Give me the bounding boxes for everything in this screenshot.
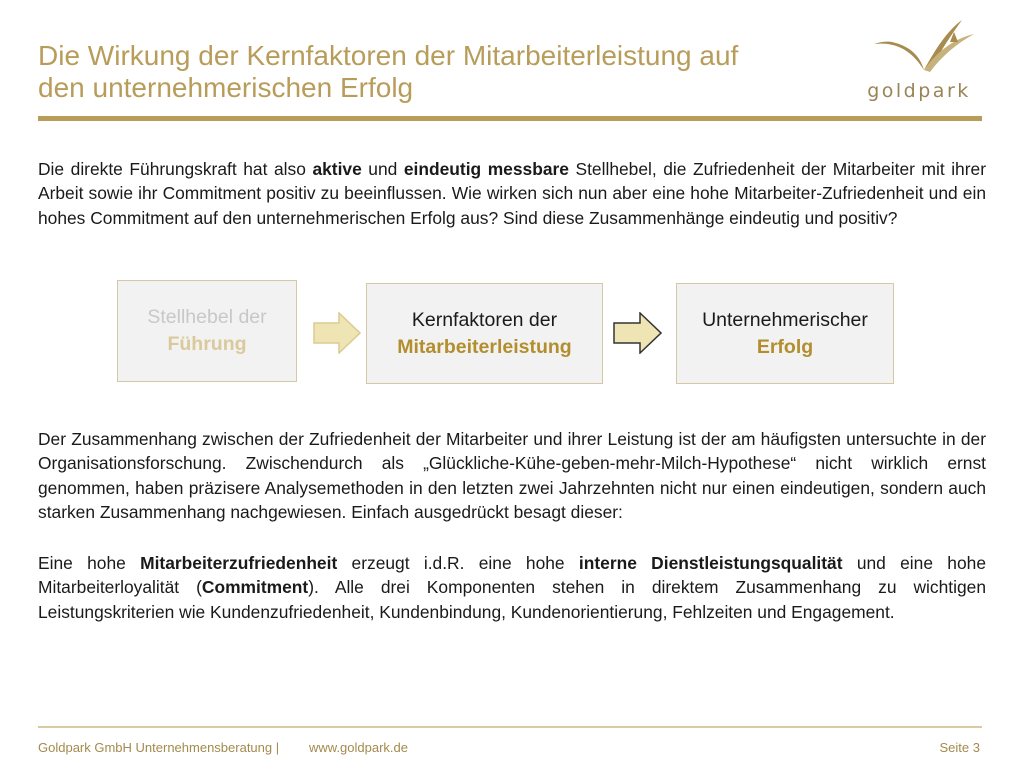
intro-paragraph bbox=[38, 157, 986, 230]
footer-website-link[interactable]: www.goldpark.de bbox=[309, 740, 408, 755]
flow-box-label: Unternehmerischer bbox=[702, 308, 868, 331]
summary-bold-1: Mitarbeiterzufriedenheit bbox=[140, 553, 338, 573]
intro-text-2: und bbox=[361, 159, 404, 179]
intro-text-1: Die direkte Führungskraft hat also bbox=[38, 159, 313, 179]
summary-bold-3: Commitment bbox=[201, 577, 309, 598]
arrow-right-icon bbox=[313, 312, 361, 354]
flow-box-erfolg bbox=[676, 283, 894, 384]
flow-box-label: Stellhebel der bbox=[147, 306, 267, 328]
arrow-right-icon bbox=[613, 312, 662, 354]
intro-bold-1: aktive bbox=[312, 159, 362, 179]
logo-wordmark: goldpark bbox=[867, 80, 971, 102]
goldpark-wing-icon bbox=[852, 18, 986, 78]
intro-bold-2: eindeutig messbare bbox=[403, 159, 569, 179]
summary-text-4: ). Alle drei Komponenten stehen in direktem Zusammenhang zu wichtigen Leistungskriterien wie Kundenzufriedenheit, Kundenbindung, Kundenorientierung, Fehlzeiten und Engagement. bbox=[38, 577, 986, 622]
title-line-2: den unternehmerischen Erfolg bbox=[38, 72, 414, 103]
flow-box-label: Kernfaktoren der bbox=[411, 308, 558, 331]
title-line-1: Die Wirkung der Kernfaktoren der Mitarbeiterleistung auf bbox=[38, 40, 739, 71]
research-paragraph: Der Zusammenhang zwischen der Zufriedenheit der Mitarbeiter und ihrer Leistung ist der am häufigsten untersuchte in der Organisationsforschung. Zwischendurch als „Glückliche-Kühe-geben-mehr-Milch-Hypothese“ nicht wirklich ernst genommen, haben präzisere Analysemethoden in den letzten zwei Jahrzehnten nicht nur einen eindeutigen, sondern auch starken Zusammenhang nachgewiesen. Einfach ausgedrückt besagt dieser: bbox=[38, 429, 986, 523]
flow-box-stellhebel bbox=[117, 280, 297, 382]
goldpark-logo bbox=[852, 18, 986, 108]
page-number: Seite 3 bbox=[939, 740, 980, 755]
footer-company: Goldpark GmbH Unternehmensberatung | bbox=[38, 740, 280, 755]
flow-box-emphasis: Führung bbox=[167, 333, 247, 355]
summary-bold-2: interne Dienstleistungsqualität bbox=[578, 553, 843, 573]
flow-box-kernfaktoren bbox=[366, 283, 603, 384]
summary-text-1: Eine hohe bbox=[38, 553, 141, 573]
summary-text-2: erzeugt i.d.R. eine hohe bbox=[337, 553, 579, 573]
flow-box-emphasis: Mitarbeiterleistung bbox=[397, 335, 572, 358]
summary-text-3: und eine hohe Mitarbeiterloyalität ( bbox=[38, 553, 986, 598]
footer-divider bbox=[38, 726, 982, 728]
flow-box-emphasis: Erfolg bbox=[756, 335, 814, 358]
slide-title bbox=[38, 40, 838, 104]
summary-paragraph bbox=[38, 551, 986, 624]
intro-text-3: Stellhebel, die Zufriedenheit der Mitarbeiter mit ihrer Arbeit sowie ihr Commitment positiv zu beeinflussen. Wie wirken sich nun aber eine hohe Mitarbeiter-Zufriedenheit und ein hohes Commitment auf den unternehmerischen Erfolg aus? Sind diese Zusammenhänge eindeutig und positiv? bbox=[38, 159, 986, 228]
title-divider bbox=[38, 116, 982, 121]
